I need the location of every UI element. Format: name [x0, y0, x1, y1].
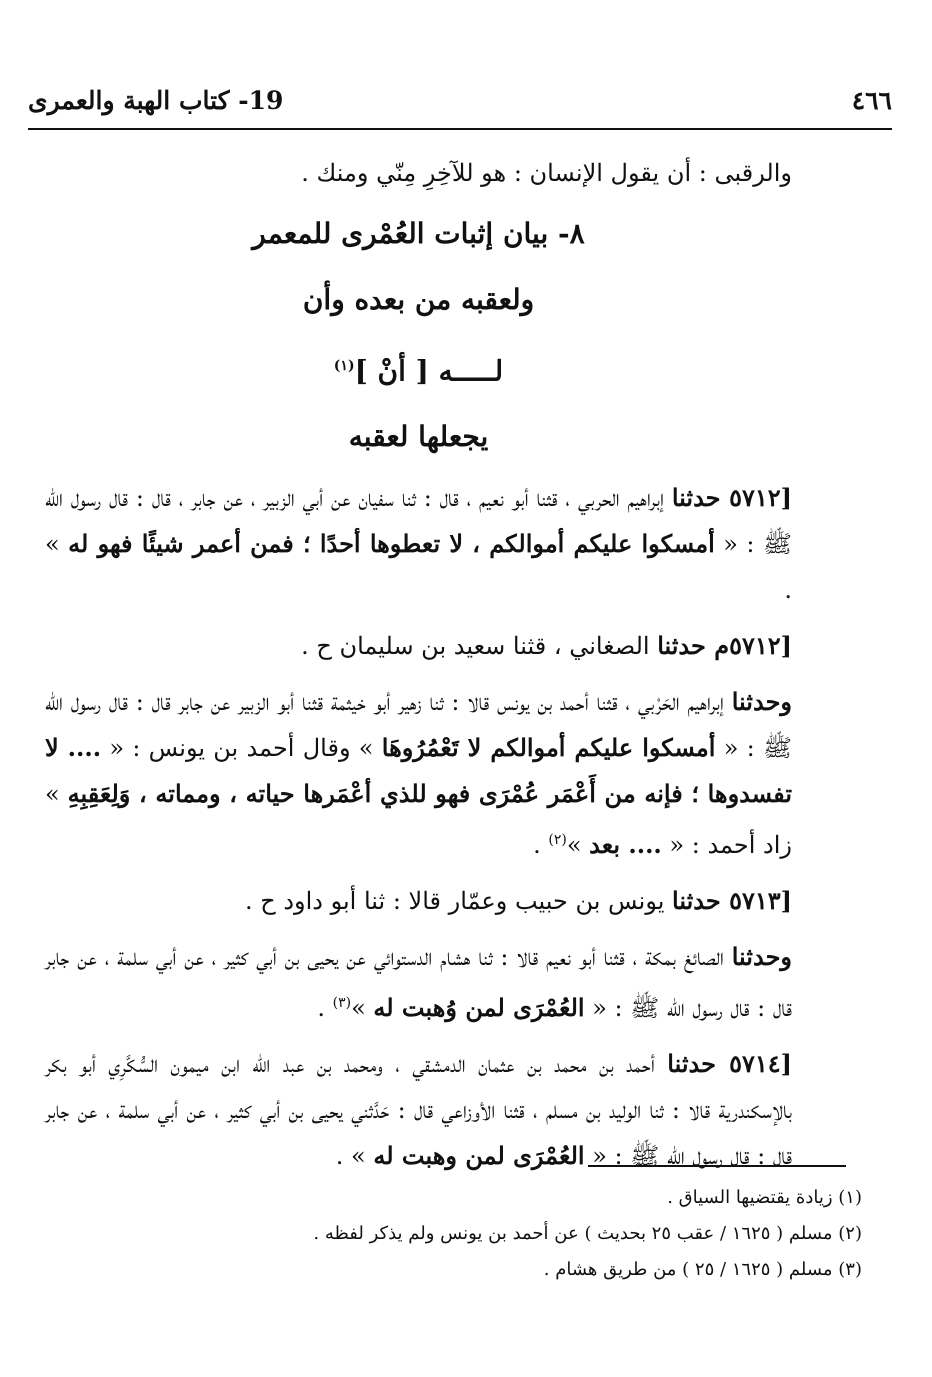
footnote-1: (١) زيادة يقتضيها السياق .: [667, 1187, 862, 1208]
footnote-divider: [588, 1165, 846, 1167]
hadith-quote: .... بعد: [589, 830, 662, 860]
hadith-5713-continuation: [45, 934, 792, 1031]
hadith-text: أحمد بن محمد بن عثمان الدمشقي ، ومحمد بن عبد الله ابن ميمون السُّكَّرِي أبو بكر بالإسكندرية قالا : ثنا الوليد بن مسلم ، قثنا الأوزاعي قال : حَدَّثني يحيى بن أبي كثير ، عن أبي سلمة ، عن جابر قال : قال رسول الله ﷺ : «: [45, 1050, 792, 1171]
narrator-keyword: حدثنا: [671, 483, 730, 513]
narrator-keyword: وحدثنا: [731, 687, 792, 717]
section-heading-line2: ولعقبه من بعده وأن: [302, 283, 535, 316]
section-heading-line4: يجعلها لعقبه: [348, 420, 489, 454]
hadith-text: الصغاني ، قثنا سعيد بن سليمان ح .: [301, 632, 658, 661]
section-heading-line3-text: لـــــه [ أنْ ]: [354, 354, 504, 388]
hadith-text: الصائغ بمكة ، قثنا أبو نعيم قالا : ثنا هشام الدستوائي عن يحيى بن أبي كثير ، عن أبي سلمة ، عن جابر قال : قال رسول الله ﷺ : «: [45, 943, 792, 1023]
narrator-keyword: حدثنا: [672, 886, 730, 916]
page-header: [28, 78, 892, 122]
section-heading: [45, 206, 792, 465]
hadith-text: إبراهيم الحربي ، قثنا أبو نعيم ، قال : ثنا سفيان عن أبي الزبير ، عن جابر ، قال : قال رسول الله ﷺ : «: [45, 484, 792, 559]
footnote-3: (٣) مسلم ( ١٦٢٥ / ٢٥ ) من طريق هشام .: [543, 1259, 862, 1280]
section-heading-line3: [45, 338, 792, 399]
footnote-ref-3: (٣): [332, 995, 352, 1012]
section-heading-line1: ٨- بيان إثبات العُمْرى للمعمر: [252, 217, 585, 250]
hadith-number: [٥٧١٢: [729, 483, 792, 513]
hadith-quote: أمسكوا عليكم أموالكم لا تَعْمُرُوهَا: [381, 733, 716, 763]
hadith-5713: [45, 878, 792, 924]
intro-line: والرقبى : أن يقول الإنسان : هو للآخِرِ مِنّي ومنك .: [301, 159, 792, 187]
hadith-end: .: [317, 994, 333, 1023]
hadith-5712: [45, 475, 792, 613]
hadith-end: » .: [335, 1142, 374, 1171]
chapter-title: 19- كتاب الهبة والعمرى: [28, 85, 284, 115]
hadith-quote: أمسكوا عليكم أموالكم ، لا تعطوها أحدًا ؛ فمن أعمر شيئًا فهو له: [68, 529, 715, 559]
hadith-5712m: [45, 623, 792, 669]
narrator-keyword: حدثنا: [657, 631, 715, 661]
hadith-quote: .... لا تفسدوها ؛ فإنه من أَعْمَر عُمْرَى فهو للذي أعْمَرها حياته ، ومماته ، وَلِعَقِبِهِ: [45, 733, 792, 809]
hadith-end: » .: [45, 530, 792, 605]
hadith-5714: [45, 1041, 792, 1179]
hadith-5712m-continuation: [45, 679, 792, 868]
hadith-end: »: [566, 831, 590, 860]
hadith-end: .: [533, 831, 549, 860]
footnote-ref-2: (٢): [548, 832, 567, 849]
narrator-keyword: حدثنا: [667, 1049, 730, 1079]
hadith-text: » وقال أحمد بن يونس : «: [101, 734, 382, 763]
hadith-text: يونس بن حبيب وعمّار قالا : ثنا أبو داود ح .: [244, 887, 673, 916]
hadith-number: [٥٧١٢م: [714, 631, 792, 661]
narrator-keyword: وحدثنا: [731, 942, 792, 972]
hadith-text: إبراهيم الحَرْبي ، قثنا أحمد بن يونس قالا : ثنا زهير أبو خيثمة قثنا أبو الزبير عن جابر قال : قال رسول الله ﷺ : «: [45, 688, 792, 763]
footnote-2: (٢) مسلم ( ١٦٢٥ / عقب ٢٥ بحديث ) عن أحمد بن يونس ولم يذكر لفظه .: [313, 1223, 862, 1244]
main-text: [45, 150, 792, 1189]
hadith-end: »: [351, 994, 374, 1023]
hadith-quote: العُمْرَى لمن وُهبت له: [373, 993, 585, 1023]
hadith-number: [٥٧١٣: [729, 886, 792, 916]
footnotes: [140, 1180, 862, 1288]
header-divider: [28, 128, 892, 130]
page-number: ٤٦٦: [851, 85, 892, 115]
hadith-quote: العُمْرَى لمن وهبت له: [373, 1141, 585, 1171]
hadith-number: [٥٧١٤: [729, 1049, 792, 1079]
footnote-ref-1: (١): [333, 358, 355, 374]
hadith-text: » زاد أحمد : «: [45, 780, 792, 860]
